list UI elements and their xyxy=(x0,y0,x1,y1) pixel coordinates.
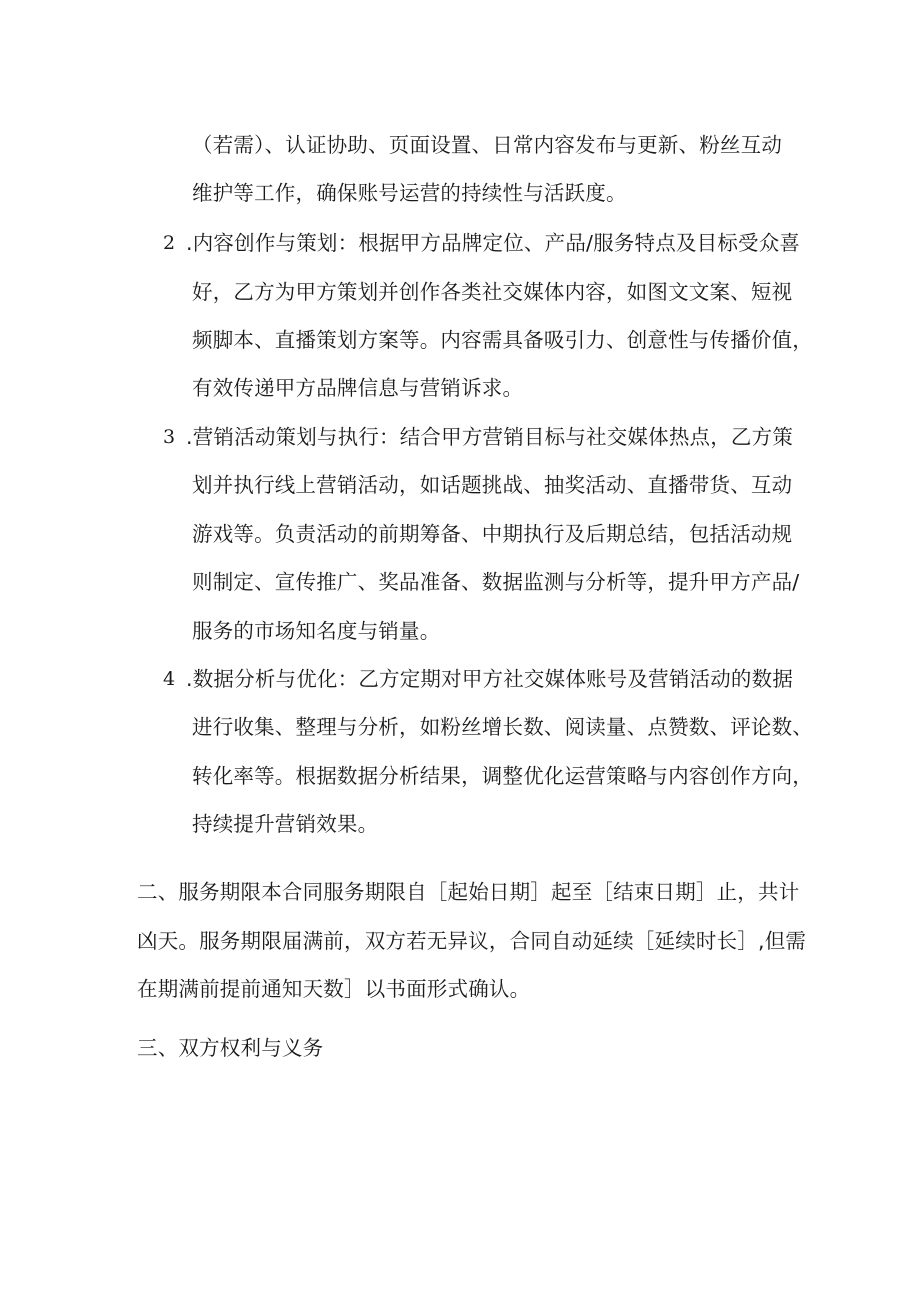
item-2-line-4: 有效传递甲方品牌信息与营销诉求。 xyxy=(192,376,524,400)
item-4-line-4: 持续提升营销效果。 xyxy=(192,812,379,836)
continuation-line-1: （若需）、认证协助、页面设置、日常内容发布与更新、粉丝互动 xyxy=(192,133,783,157)
item-4-line-3: 转化率等。根据数据分析结果，调整优化运营策略与内容创作方向， xyxy=(192,764,813,788)
item-2-number: 2 xyxy=(163,232,176,254)
item-3-line-3: 游戏等。负责活动的前期筹备、中期执行及后期总结，包括活动规 xyxy=(192,522,793,546)
item-4-number: 4 xyxy=(163,668,176,690)
item-2-line-2: 好，乙方为甲方策划并创作各类社交媒体内容，如图文文案、短视 xyxy=(192,280,793,304)
item-2-line-3: 频脚本、直播策划方案等。内容需具备吸引力、创意性与传播价值， xyxy=(192,328,813,352)
item-4-line-2: 进行收集、整理与分析，如粉丝增长数、阅读量、点赞数、评论数、 xyxy=(192,715,813,739)
section-two-line-2: 凶天。服务期限届满前，双方若无异议，合同自动延续［延续时长］,但需 xyxy=(137,929,807,953)
item-3-line-5: 服务的市场知名度与销量。 xyxy=(192,619,441,643)
section-three-heading: 三、双方权利与义务 xyxy=(137,1036,324,1060)
item-3-line-1: .营销活动策划与执行：结合甲方营销目标与社交媒体热点，乙方策 xyxy=(186,425,794,449)
section-two-line-1: 二、服务期限本合同服务期限自［起始日期］起至［结束日期］止，共计 xyxy=(137,880,800,904)
item-3-line-4: 则制定、宣传推广、奖品准备、数据监测与分析等，提升甲方产品/ xyxy=(192,570,800,594)
item-3-line-2: 划并执行线上营销活动，如话题挑战、抽奖活动、直播带货、互动 xyxy=(192,473,793,497)
item-4-line-1: .数据分析与优化：乙方定期对甲方社交媒体账号及营销活动的数据 xyxy=(186,667,794,691)
section-two-line-3: 在期满前提前通知天数］以书面形式确认。 xyxy=(137,977,531,1001)
item-3-number: 3 xyxy=(163,426,176,448)
item-2-line-1: .内容创作与策划：根据甲方品牌定位、产品/服务特点及目标受众喜 xyxy=(186,231,801,255)
continuation-line-2: 维护等工作，确保账号运营的持续性与活跃度。 xyxy=(192,181,627,205)
